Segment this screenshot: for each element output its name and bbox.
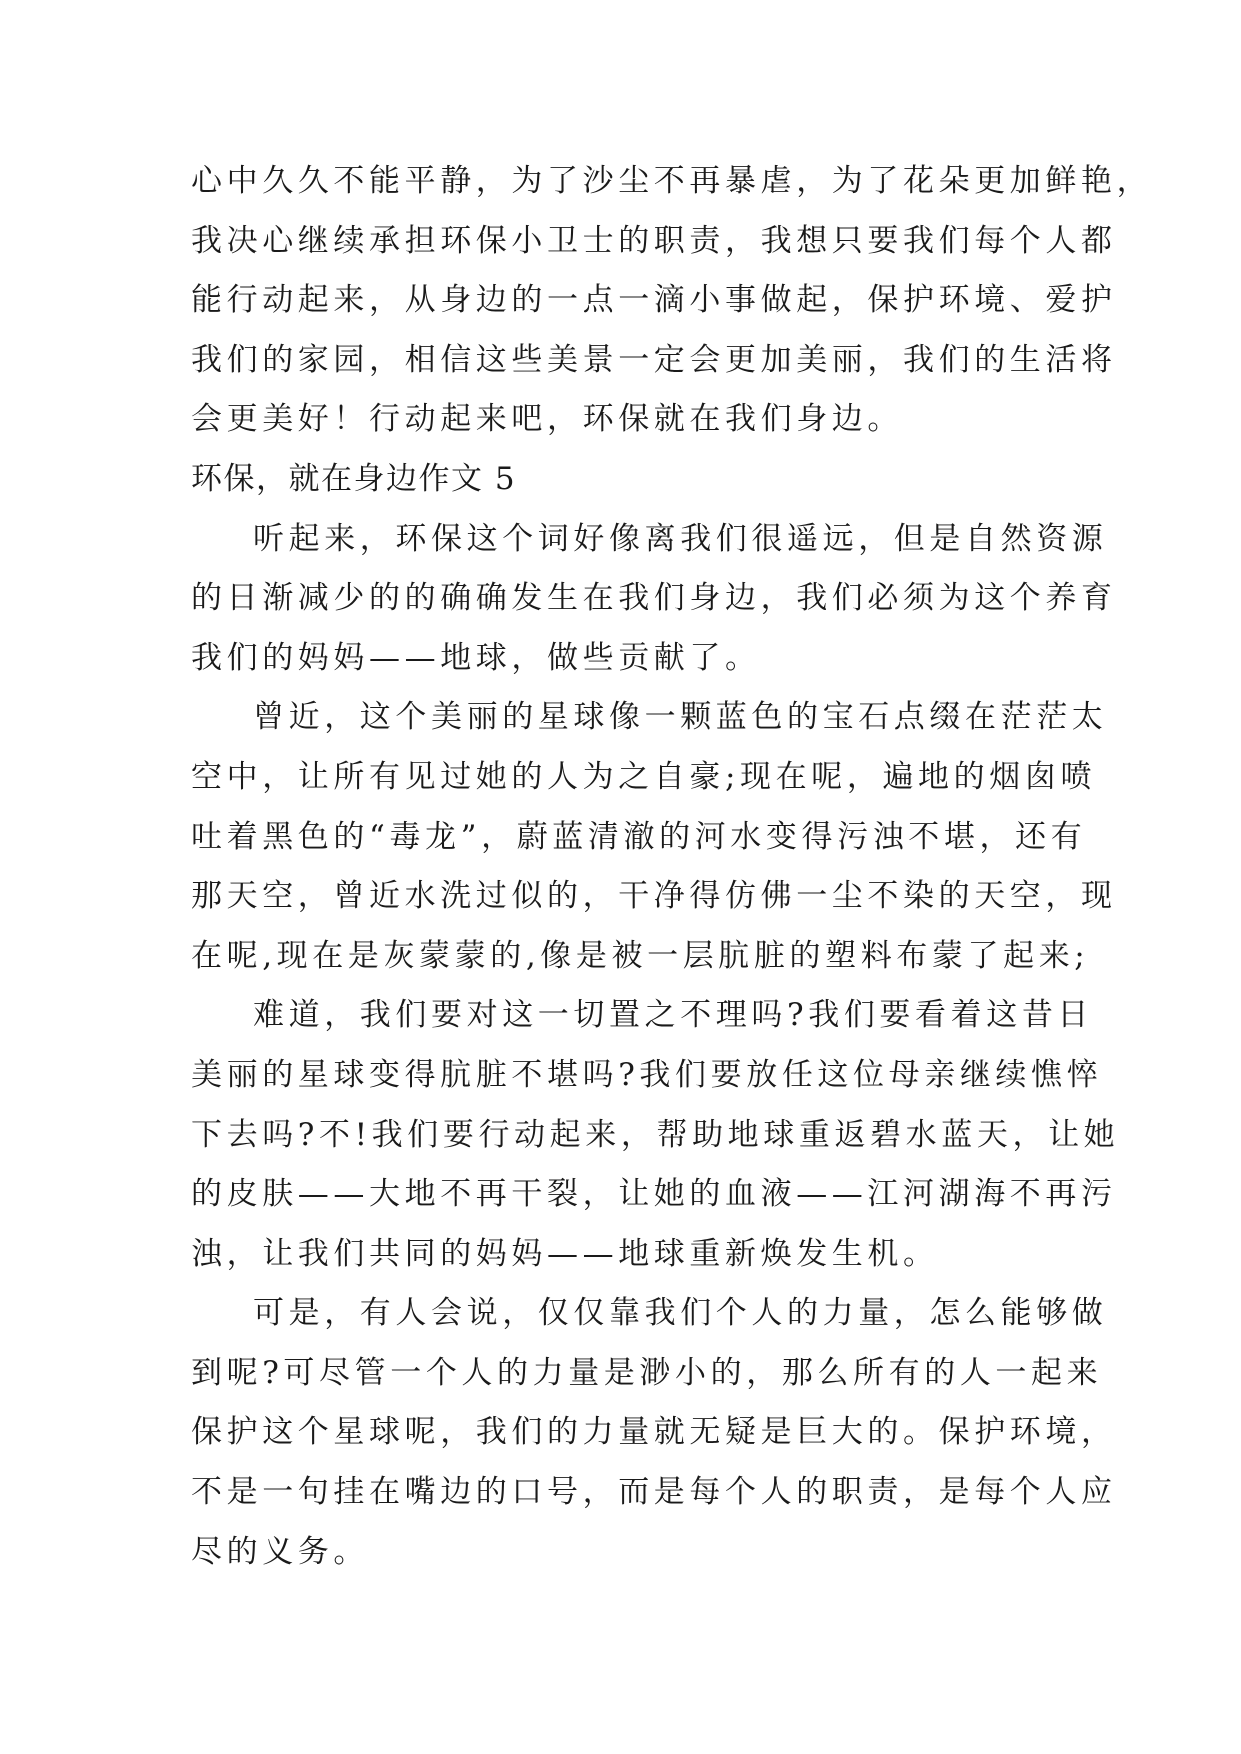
text-line: 不是一句挂在嘴边的口号，而是每个人的职责，是每个人应 [191, 1474, 1117, 1511]
text-line: 尽的义务。 [191, 1533, 369, 1570]
text-line: 我们的家园，相信这些美景一定会更加美丽，我们的生活将 [191, 341, 1117, 378]
text-line: 浊，让我们共同的妈妈——地球重新焕发生机。 [191, 1235, 939, 1272]
text-line: 心中久久不能平静，为了沙尘不再暴虐，为了花朵更加鲜艳， [191, 163, 1153, 199]
text-line: 在呢,现在是灰蒙蒙的,像是被一层肮脏的塑料布蒙了起来; [191, 937, 1090, 974]
text-line: 可是，有人会说，仅仅靠我们个人的力量，怎么能够做 [253, 1295, 1108, 1332]
text-line: 的日渐减少的的确确发生在我们身边，我们必须为这个养育 [191, 580, 1117, 617]
text-line: 难道，我们要对这一切置之不理吗?我们要看着这昔日 [253, 997, 1094, 1034]
text-line: 空中，让所有见过她的人为之自豪;现在呢，遍地的烟囱喷 [191, 758, 1097, 795]
text-line: 美丽的星球变得肮脏不堪吗?我们要放任这位母亲继续憔悴 [191, 1056, 1103, 1093]
text-line: 会更美好！行动起来吧，环保就在我们身边。 [191, 401, 903, 438]
text-line: 曾近，这个美丽的星球像一颗蓝色的宝石点缀在茫茫太 [253, 699, 1108, 736]
text-line: 我们的妈妈——地球，做些贡献了。 [191, 639, 761, 676]
text-line: 的皮肤——大地不再干裂，让她的血液——江河湖海不再污 [191, 1176, 1117, 1213]
text-line: 听起来，环保这个词好像离我们很遥远，但是自然资源 [253, 520, 1108, 557]
section-title: 环保，就在身边作文 5 [191, 460, 517, 497]
text-line: 能行动起来，从身边的一点一滴小事做起，保护环境、爱护 [191, 282, 1117, 319]
text-line: 下去吗?不!我们要行动起来，帮助地球重返碧水蓝天，让她 [191, 1116, 1120, 1153]
text-line: 我决心继续承担环保小卫士的职责，我想只要我们每个人都 [191, 222, 1117, 259]
text-line: 那天空，曾近水洗过似的，干净得仿佛一尘不染的天空，现 [191, 878, 1117, 915]
text-line: 吐着黑色的“毒龙”，蔚蓝清澈的河水变得污浊不堪，还有 [191, 818, 1087, 855]
text-line: 保护这个星球呢，我们的力量就无疑是巨大的。保护环境， [191, 1414, 1117, 1451]
text-line: 到呢?可尽管一个人的力量是渺小的，那么所有的人一起来 [191, 1354, 1103, 1391]
document-body [191, 152, 1153, 1582]
